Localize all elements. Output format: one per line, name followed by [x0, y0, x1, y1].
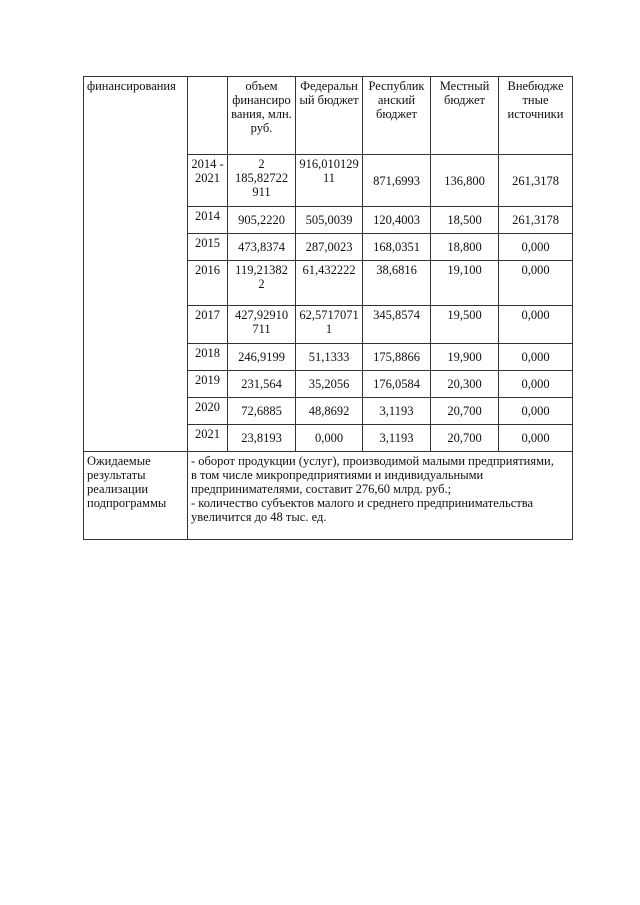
table-header-row [84, 77, 573, 155]
republic-cell: 38,6816 [363, 261, 431, 306]
extra-cell: 0,000 [499, 306, 573, 344]
extra-cell: 0,000 [499, 234, 573, 261]
year-cell: 2019 [188, 371, 228, 398]
extra-cell: 0,000 [499, 261, 573, 306]
financing-table [83, 76, 573, 540]
extra-cell: 261,3178 [499, 155, 573, 207]
local-cell: 136,800 [431, 155, 499, 207]
federal-cell: 62,5717071 1 [296, 306, 363, 344]
federal-cell: 287,0023 [296, 234, 363, 261]
extra-cell: 0,000 [499, 398, 573, 425]
federal-cell: 51,1333 [296, 344, 363, 371]
year-cell: 2014 - 2021 [188, 155, 228, 207]
results-label: Ожидаемые результаты реализации подпрограммы [84, 452, 188, 540]
federal-cell: 48,8692 [296, 398, 363, 425]
results-line: увеличится до 48 тыс. ед. [191, 510, 327, 524]
extra-cell: 0,000 [499, 425, 573, 452]
local-cell: 19,500 [431, 306, 499, 344]
republic-cell: 3,1193 [363, 398, 431, 425]
republic-cell: 345,8574 [363, 306, 431, 344]
year-header-cell [188, 77, 228, 155]
total-cell: 231,564 [228, 371, 296, 398]
local-cell: 19,900 [431, 344, 499, 371]
total-cell: 2 185,82722 911 [228, 155, 296, 207]
republic-cell: 175,8866 [363, 344, 431, 371]
financing-table-body [84, 77, 573, 452]
header-total: объем финансиро вания, млн. руб. [228, 77, 296, 155]
header-extra: Внебюдже тные источники [499, 77, 573, 155]
results-row [84, 452, 573, 540]
year-cell: 2021 [188, 425, 228, 452]
header-federal: Федеральн ый бюджет [296, 77, 363, 155]
year-cell: 2020 [188, 398, 228, 425]
financing-label-cell [84, 77, 188, 452]
republic-cell: 168,0351 [363, 234, 431, 261]
local-cell: 18,800 [431, 234, 499, 261]
federal-cell: 35,2056 [296, 371, 363, 398]
total-cell: 473,8374 [228, 234, 296, 261]
results-line: в том числе микропредприятиями и индивидуальными [191, 468, 484, 482]
extra-cell: 0,000 [499, 344, 573, 371]
year-cell: 2017 [188, 306, 228, 344]
total-cell: 427,92910 711 [228, 306, 296, 344]
local-cell: 18,500 [431, 207, 499, 234]
year-cell: 2014 [188, 207, 228, 234]
republic-cell: 871,6993 [363, 155, 431, 207]
total-cell: 119,21382 2 [228, 261, 296, 306]
republic-cell: 120,4003 [363, 207, 431, 234]
financing-label: финансирования [87, 79, 176, 93]
total-cell: 23,8193 [228, 425, 296, 452]
total-cell: 72,6885 [228, 398, 296, 425]
extra-cell: 261,3178 [499, 207, 573, 234]
federal-cell: 505,0039 [296, 207, 363, 234]
results-line: - количество субъектов малого и среднего предпринимательства [191, 496, 534, 510]
results-line: - оборот продукции (услуг), производимой малыми предприятиями, [191, 454, 554, 468]
local-cell: 19,100 [431, 261, 499, 306]
republic-cell: 3,1193 [363, 425, 431, 452]
total-cell: 246,9199 [228, 344, 296, 371]
federal-cell: 0,000 [296, 425, 363, 452]
header-local: Местный бюджет [431, 77, 499, 155]
header-republic: Республик анский бюджет [363, 77, 431, 155]
results-line: предпринимателями, составит 276,60 млрд. руб.; [191, 482, 452, 496]
year-cell: 2015 [188, 234, 228, 261]
results-text [188, 452, 573, 540]
republic-cell: 176,0584 [363, 371, 431, 398]
year-cell: 2018 [188, 344, 228, 371]
local-cell: 20,700 [431, 425, 499, 452]
extra-cell: 0,000 [499, 371, 573, 398]
local-cell: 20,700 [431, 398, 499, 425]
local-cell: 20,300 [431, 371, 499, 398]
total-cell: 905,2220 [228, 207, 296, 234]
federal-cell: 61,432222 [296, 261, 363, 306]
federal-cell: 916,010129 11 [296, 155, 363, 207]
year-cell: 2016 [188, 261, 228, 306]
